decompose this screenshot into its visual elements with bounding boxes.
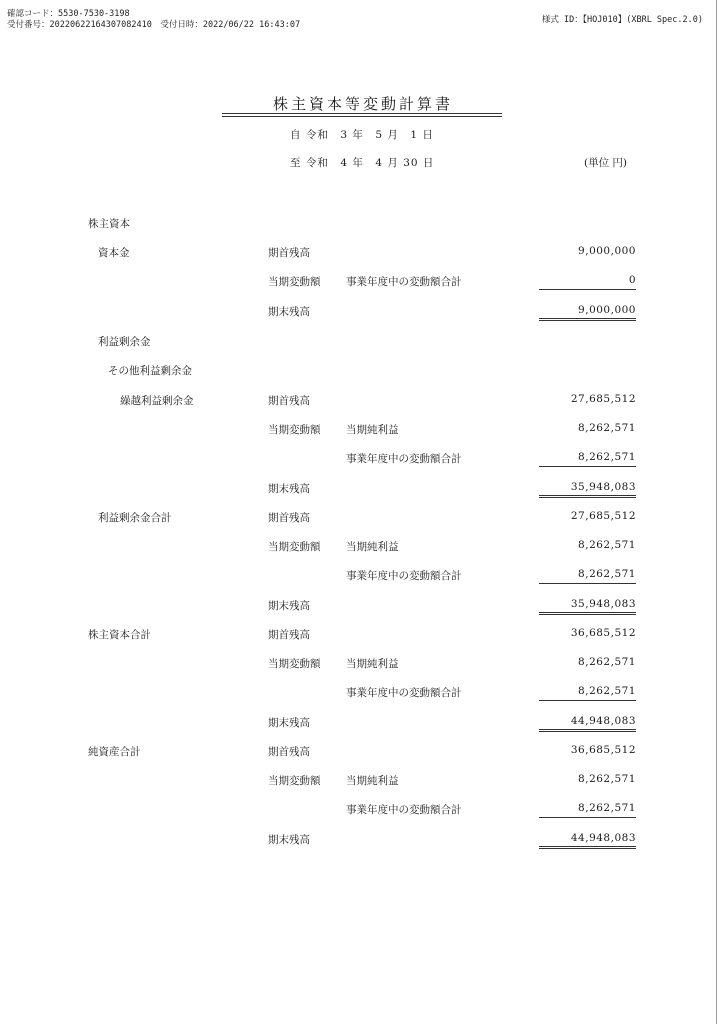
amount-retained-total-change-total: 8,262,571 [578,568,636,580]
subtotal-rule [539,700,636,701]
amount-equity-total-net-income: 8,262,571 [578,656,636,668]
amount-capital-end: 9,000,000 [578,304,636,316]
section-shareholders-equity: 株主資本 [88,218,130,230]
row-label-change: 当期変動額 [268,276,321,288]
total-double-rule [539,612,636,615]
row-label-change-total: 事業年度中の変動額合計 [346,276,462,288]
subtotal-rule [539,583,636,584]
row-label-begin: 期首残高 [268,512,310,524]
period-to-label: 至 [290,157,302,169]
label-retained-carried-forward: 繰越利益剰余金 [120,395,194,407]
period-from [290,127,434,142]
amount-retained-total-begin: 27,685,512 [570,510,636,522]
amount-capital-begin: 9,000,000 [578,245,636,257]
row-label-begin: 期首残高 [268,746,310,758]
amount-retained-end: 35,948,083 [570,481,636,493]
period-from-label: 自 [290,129,302,141]
row-label-change-total: 事業年度中の変動額合計 [346,804,462,816]
amount-equity-total-change-total: 8,262,571 [578,685,636,697]
period-to [290,155,434,170]
amount-retained-change-total: 8,262,571 [578,451,636,463]
row-label-end: 期末残高 [268,834,310,846]
row-label-net-income: 当期純利益 [346,424,399,436]
amount-net-assets-change-total: 8,262,571 [578,802,636,814]
total-double-rule [539,846,636,849]
subtotal-rule [539,466,636,467]
row-label-begin: 期首残高 [268,247,310,259]
label-net-assets-total: 純資産合計 [88,746,141,758]
total-double-rule [539,495,636,498]
amount-equity-total-end: 44,948,083 [570,715,636,727]
subtotal-rule [539,289,636,290]
unit-label: (単位 円) [584,157,628,169]
row-label-end: 期末残高 [268,306,310,318]
period-from-date: 令和 3 年 5 月 1 日 [305,129,434,141]
total-double-rule [539,318,636,321]
form-id: 様式 ID：【HOJ010】(XBRL Spec.2.0) [541,15,703,25]
row-label-change: 当期変動額 [268,775,321,787]
subtotal-rule [539,817,636,818]
row-label-net-income: 当期純利益 [346,541,399,553]
row-label-net-income: 当期純利益 [346,775,399,787]
amount-retained-begin: 27,685,512 [570,393,636,405]
amount-net-assets-begin: 36,685,512 [570,744,636,756]
row-label-change-total: 事業年度中の変動額合計 [346,453,462,465]
row-label-end: 期末残高 [268,717,310,729]
amount-net-assets-net-income: 8,262,571 [578,773,636,785]
row-label-change: 当期変動額 [268,658,321,670]
page-edge [716,0,717,1024]
amount-retained-total-end: 35,948,083 [570,598,636,610]
confirm-code: 確認コード：5530-7530-3198 [7,9,130,19]
amount-capital-change-total: 0 [628,274,636,286]
row-label-change-total: 事業年度中の変動額合計 [346,687,462,699]
row-label-begin: 期首残高 [268,395,310,407]
label-retained-earnings-total: 利益剰余金合計 [98,512,172,524]
document-title: 株主資本等変動計算書 [272,95,453,113]
amount-retained-total-net-income: 8,262,571 [578,539,636,551]
amount-retained-net-income: 8,262,571 [578,422,636,434]
receipt-info: 受付番号：20220622164307082410 受付日時：2022/06/22 16:43:07 [7,20,301,30]
period-to-date: 令和 4 年 4 月 30 日 [305,157,435,169]
title-underline [222,113,502,114]
row-label-end: 期末残高 [268,483,310,495]
total-double-rule [539,729,636,732]
title-underline-2 [222,116,502,117]
row-label-end: 期末残高 [268,600,310,612]
row-label-change: 当期変動額 [268,424,321,436]
row-label-change: 当期変動額 [268,541,321,553]
amount-equity-total-begin: 36,685,512 [570,627,636,639]
amount-net-assets-end: 44,948,083 [570,832,636,844]
row-label-begin: 期首残高 [268,629,310,641]
label-shareholders-equity-total: 株主資本合計 [88,629,151,641]
label-other-retained-earnings: その他利益剰余金 [108,365,192,377]
row-label-change-total: 事業年度中の変動額合計 [346,570,462,582]
row-label-net-income: 当期純利益 [346,658,399,670]
label-capital-stock: 資本金 [98,247,130,259]
label-retained-earnings: 利益剰余金 [98,336,151,348]
